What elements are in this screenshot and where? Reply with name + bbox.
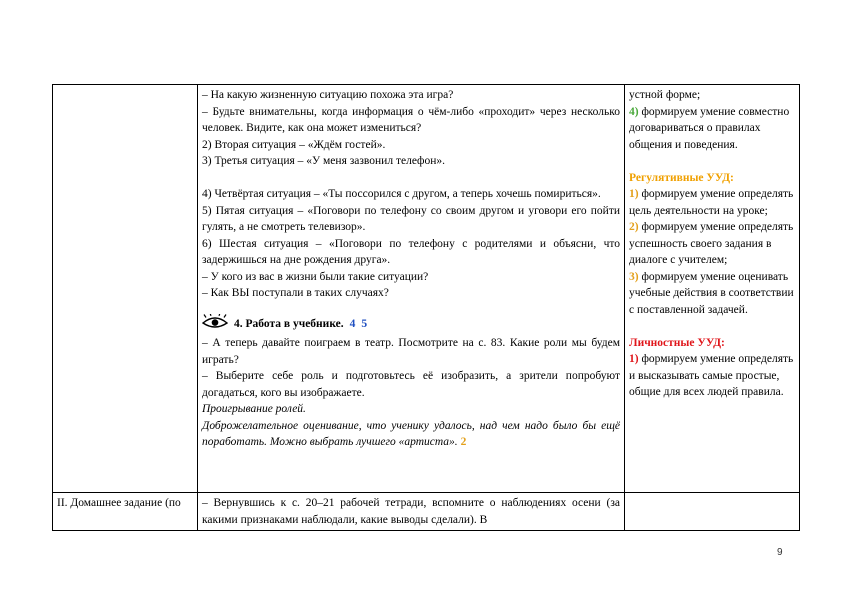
- uud-item: [629, 186, 795, 219]
- activity-line: 2) Вторая ситуация – «Ждём гостей».: [202, 138, 386, 151]
- lesson-table: [52, 84, 800, 531]
- uud-line: устной форме;: [629, 89, 701, 101]
- activity-italic: [202, 401, 620, 418]
- uud-item-text: формируем умение оценивать учебные действия в соответствии с поставленной задачей.: [629, 270, 794, 316]
- task-heading: [202, 314, 620, 336]
- stage-label: II. Домашнее задание (по: [57, 497, 181, 509]
- uud-item-text: формируем умение определять и высказывать самые простые, общие для всех людей правила.: [629, 353, 794, 398]
- uud-item-number: 4): [629, 105, 639, 118]
- activity-cell: [198, 85, 625, 493]
- activity-line: 6) Шестая ситуация – «Поговори по телефону с родителями и объясни, что задержишься на дне рождения друга».: [202, 237, 620, 266]
- activity-line: – На какую жизненную ситуацию похожа эта игра?: [202, 89, 454, 101]
- evaluation-number: 2: [460, 436, 467, 448]
- personal-heading: Личностные УУД:: [629, 336, 725, 349]
- task-number-b: 5: [361, 318, 368, 330]
- activity-line: 3) Третья ситуация – «У меня зазвонил телефон».: [202, 155, 446, 167]
- task-title: 4. Работа в учебнике.: [234, 318, 344, 330]
- activity-line: – А теперь давайте поиграем в театр. Посмотрите на с. 83. Какие роли мы будем играть?: [202, 337, 620, 366]
- activity-line: – Как ВЫ поступали в таких случаях?: [202, 287, 389, 299]
- activity-line: 5) Пятая ситуация – «Поговори по телефону со своим другом и уговори его пойти гулять, а не смотреть телевизор».: [202, 204, 620, 233]
- regulative-heading: Регулятивные УУД:: [629, 171, 734, 184]
- activity-line: 4) Четвёртая ситуация – «Ты поссорился с другом, а теперь хочешь помириться».: [202, 188, 601, 200]
- uud-cell: [625, 493, 800, 531]
- table-row: [53, 493, 800, 531]
- stage-cell: [53, 85, 198, 493]
- uud-item: [629, 269, 795, 319]
- role-play-text: Проигрывание ролей.: [202, 403, 306, 415]
- uud-item-number: 1): [629, 188, 639, 200]
- table-row: [53, 85, 800, 493]
- uud-item-text: формируем умение определять успешность своего задания в диалоге с учителем;: [629, 221, 794, 266]
- uud-item-number: 2): [629, 221, 639, 233]
- activity-line: – Будьте внимательны, когда информация о чём-либо «проходит» через несколько человек. Видите, как она может измениться?: [202, 105, 620, 134]
- uud-item-number: 3): [629, 270, 639, 283]
- activity-cell: [198, 493, 625, 531]
- uud-item: [629, 219, 795, 269]
- uud-item-number: 1): [629, 353, 639, 365]
- uud-item-text: формируем умение совместно договариваться о правилах общения и поведения.: [629, 105, 790, 151]
- activity-line: – Выберите себе роль и подготовьтесь её изобразить, а зрители попробуют догадаться, кого вы изображаете.: [202, 370, 620, 399]
- task-number-a: 4: [349, 318, 356, 330]
- evaluation-text: Доброжелательное оценивание, что ученику удалось, над чем надо было бы ещё поработать. Можно выбрать лучшего «артиста».: [202, 419, 620, 448]
- uud-item: [629, 351, 795, 401]
- page-number: 9: [777, 547, 783, 558]
- activity-italic: [202, 418, 620, 451]
- uud-item-text: формируем умение определять цель деятельности на уроке;: [629, 188, 794, 217]
- activity-line: – У кого из вас в жизни были такие ситуации?: [202, 270, 429, 283]
- stage-cell: [53, 493, 198, 531]
- uud-cell: [625, 85, 800, 493]
- activity-line: – Вернувшись к с. 20–21 рабочей тетради, вспомните о наблюдениях осени (за какими признаками наблюдали, какие выводы сделали). В: [202, 497, 620, 526]
- eye-icon: [202, 314, 228, 336]
- uud-item: [629, 104, 795, 154]
